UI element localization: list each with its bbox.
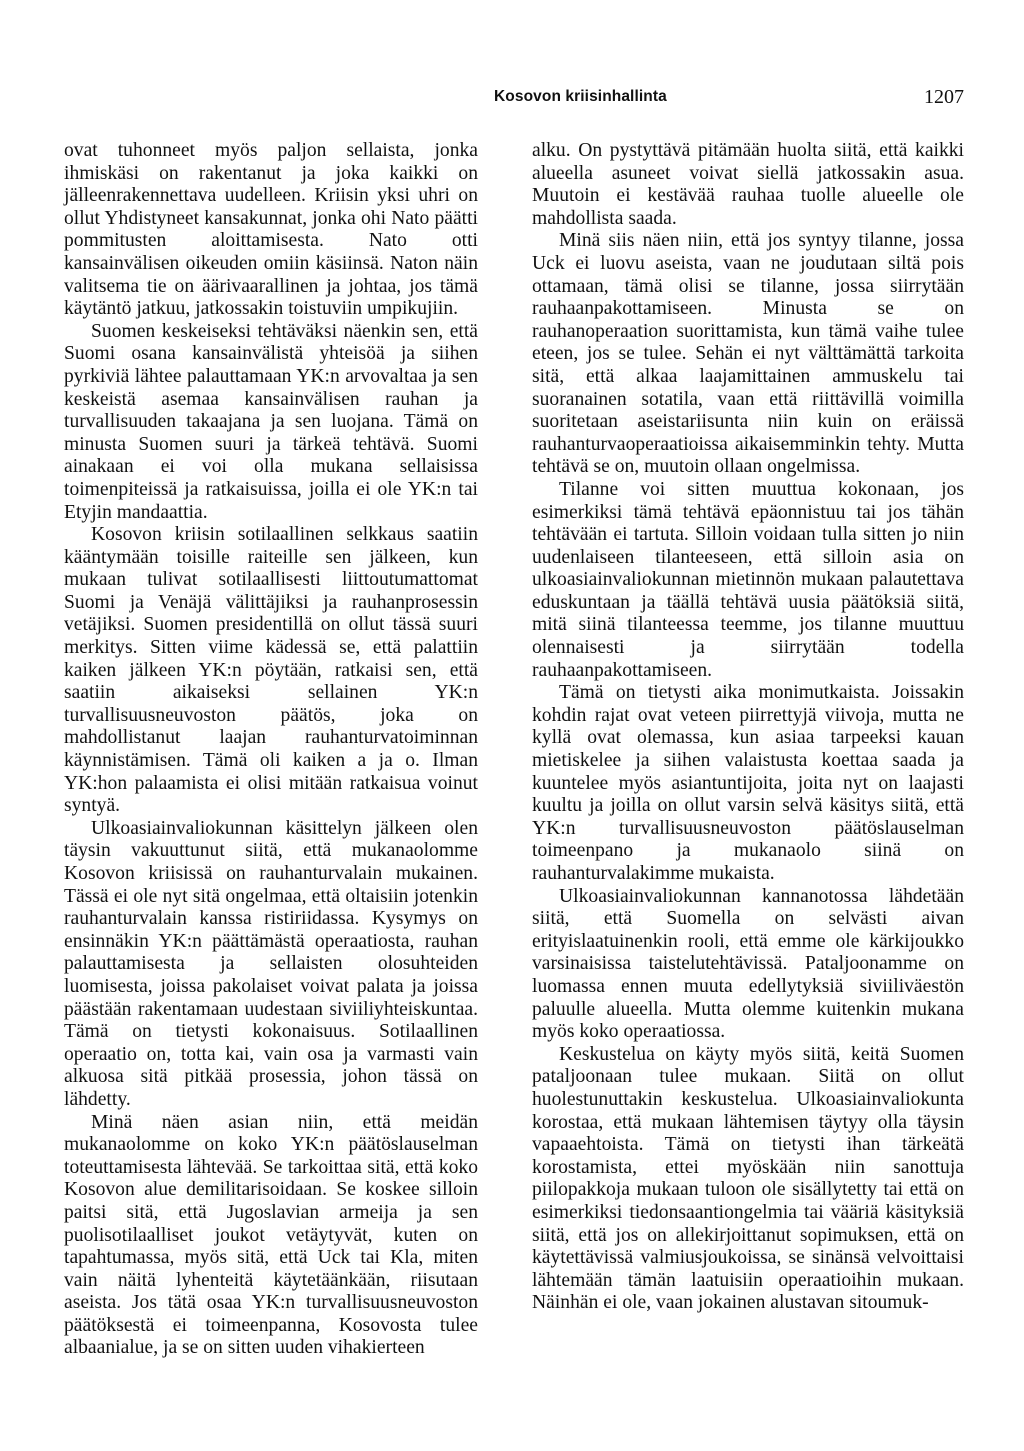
paragraph: Suomen keskeiseksi tehtäväksi näenkin sen, että Suomi osana kansainvälistä yhteisöä ja siihen pyrkiviä lähtee palauttamaan YK:n arvovaltaa ja sen keskeistä asemaa kansainvälisen rauhan ja turvallisuuden takaajana ja sen luojana. Tämä on minusta Suomen suuri ja tärkeä tehtävä. Suomi ainakaan ei voi olla mukana sellaisissa toimenpiteissä ja ratkaisuissa, joilla ei ole YK:n tai Etyjin mandaattia. (64, 320, 478, 523)
running-title: Kosovon kriisinhallinta (494, 88, 667, 105)
paragraph: Tämä on tietysti aika monimutkaista. Joissakin kohdin rajat ovat veteen piirrettyjä viivoja, mutta ne kyllä ovat olemassa, kun asiaa tarpeeksi kauan mietiskelee ja siihen valaistusta koettaa saada ja kuuntelee myös asiantuntijoita, joita nyt on laajasti kuultu ja joilla on ollut varsin selvä käsitys siitä, että YK:n turvallisuusneuvoston päätöslauselman toimeenpano ja mukanaolo siinä on rauhanturvalakimme mukaista. (532, 682, 964, 884)
left-column (64, 140, 478, 1360)
paragraph: Ulkoasiainvaliokunnan kannanotossa lähdetään siitä, että Suomella on selvästi aivan erityislaatuinenkin rooli, että emme ole kärkijoukko varsinaisissa taistelutehtävissä. Pataljoonamme on luomassa ennen muuta edellytyksiä siviiliväestön paluulle alueella. Mutta olemme kuitenkin mukana myös koko operaatiossa. (532, 885, 964, 1043)
paragraph: Minä näen asian niin, että meidän mukanaolomme on koko YK:n päätöslauselman toteuttamisesta lähtevää. Se tarkoittaa sitä, että koko Kosovon alue demilitarisoidaan. Se koskee silloin paitsi sitä, että Jugoslavian armeija ja sen puolisotilaalliset joukot vetäytyvät, kuten on tapahtumassa, myös sitä, että Uck tai Kla, miten vain näitä lyhenteitä käytetäänkään, riisutaan aseista. Jos tätä osaa YK:n turvallisuusneuvoston päätöksestä ei toimeenpanna, Kosovosta tulee albaanialue, ja se on sitten uuden vihakierteen (64, 1111, 478, 1359)
paragraph: Keskustelua on käyty myös siitä, keitä Suomen pataljoonaan tulee mukaan. Siitä on ollut huolestunuttakin keskustelua. Ulkoasiainvaliokunta korostaa, että mukaan lähtemisen täytyy olla täysin vapaaehtoista. Tämä on tietysti ihan tärkeätä korostamista, ettei myöskään niin sanottuja piilopakkoja mukaan tuloon ole sisällytetty tai että on esimerkiksi tiedonsaantiongelmia tai vääriä käsityksiä siitä, että jos on allekirjoittanut sopimuksen, että on käytettävissä valmiusjoukoissa, se sinänsä velvoittaisi lähtemään tämän laatuisiin operaatioihin mukaan. Näinhän ei ole, vaan jokainen alustavan sitoumuk- (532, 1043, 964, 1314)
right-column (532, 140, 964, 1315)
paragraph: Ulkoasiainvaliokunnan käsittelyn jälkeen olen täysin vakuuttunut siitä, että mukanaolomme Kosovon kriisissä on rauhanturvalain mukainen. Tässä ei ole nyt sitä ongelmaa, että oltaisiin jotenkin rauhanturvalain kanssa ristiriidassa. Kysymys on ensinnäkin YK:n päättämästä operaatiosta, rauhan palauttamisesta ja sellaisten olosuhteiden luomisesta, joissa pakolaiset voivat palata ja joissa päästään rakentamaan uudestaan siviiliyhteiskuntaa. Tämä on tietysti kokonaisuus. Sotilaallinen operaatio on, totta kai, vain osa ja varmasti vain alkuosa sitä pitkää prosessia, johon tässä on lähdetty. (64, 817, 478, 1110)
paragraph: Minä siis näen niin, että jos syntyy tilanne, jossa Uck ei luovu aseista, vaan ne joudutaan siltä pois ottamaan, tämä olisi se tilanne, jossa siirrytään rauhaanpakottamiseen. Minusta se on rauhanoperaation suorittamista, kun tämä vaihe tulee eteen, jos se tulee. Sehän ei nyt välttämättä tarkoita sitä, että alkaa laajamittainen ammuskelu tai suoranainen sotatila, vaan että riittävillä voimilla suoritetaan aseistariisunta niin kuin on eräissä rauhanturvaoperaatioissa aikaisemminkin tehty. Mutta tehtävä se on, muutoin ollaan ongelmissa. (532, 230, 964, 478)
paragraph: Kosovon kriisin sotilaallinen selkkaus saatiin kääntymään toisille raiteille sen jälkeen, kun mukaan tulivat sotilaallisesti liittoutumattomat Suomi ja Venäjä välittäjiksi ja rauhanprosessin vetäjiksi. Suomen presidentillä on ollut tässä suuri merkitys. Sitten viime kädessä se, että palattiin kaiken jälkeen YK:n pöytään, ratkaisi sen, että saatiin aikaiseksi sellainen YK:n turvallisuusneuvoston päätös, joka on mahdollistanut laajan rauhanturvatoiminnan käynnistämisen. Tämä oli kaiken a ja o. Ilman YK:hon palaamista ei olisi mitään ratkaisua voinut syntyä. (64, 524, 478, 817)
paragraph: Tilanne voi sitten muuttua kokonaan, jos esimerkiksi tämä tehtävä epäonnistuu tai jos tähän tehtävään ei tartuta. Silloin voidaan tulla sitten jo niin uudenlaiseen tilanteeseen, että silloin asia on ulkoasiainvaliokunnan mietinnön mukaan palautettava eduskuntaan ja täällä tehtävä uusia päätöksiä siitä, mitä siinä tilanteessa teemme, jos tilanne muuttuu olennaisesti ja siirrytään todella rauhaanpakottamiseen. (532, 478, 964, 681)
paragraph: ovat tuhonneet myös paljon sellaista, jonka ihmiskäsi on rakentanut ja joka kaikki on jälleenrakennettava uudelleen. Kriisin yksi uhri on ollut Yhdistyneet kansakunnat, jonka ohi Nato päätti pommitusten aloittamisesta. Nato otti kansainvälisen oikeuden omiin käsiinsä. Naton näin valitsema tie on äärivaarallinen ja johtaa, jos tämä käytäntö jatkuu, jatkossakin toistuviin umpikujiin. (64, 140, 478, 320)
page-number: 1207 (924, 86, 964, 108)
page-header (64, 88, 964, 114)
paragraph: alku. On pystyttävä pitämään huolta siitä, että kaikki alueella asuneet voivat siellä jatkossakin asua. Muutoin ei kestävää rauhaa tuolle alueelle ole mahdollista saada. (532, 140, 964, 229)
